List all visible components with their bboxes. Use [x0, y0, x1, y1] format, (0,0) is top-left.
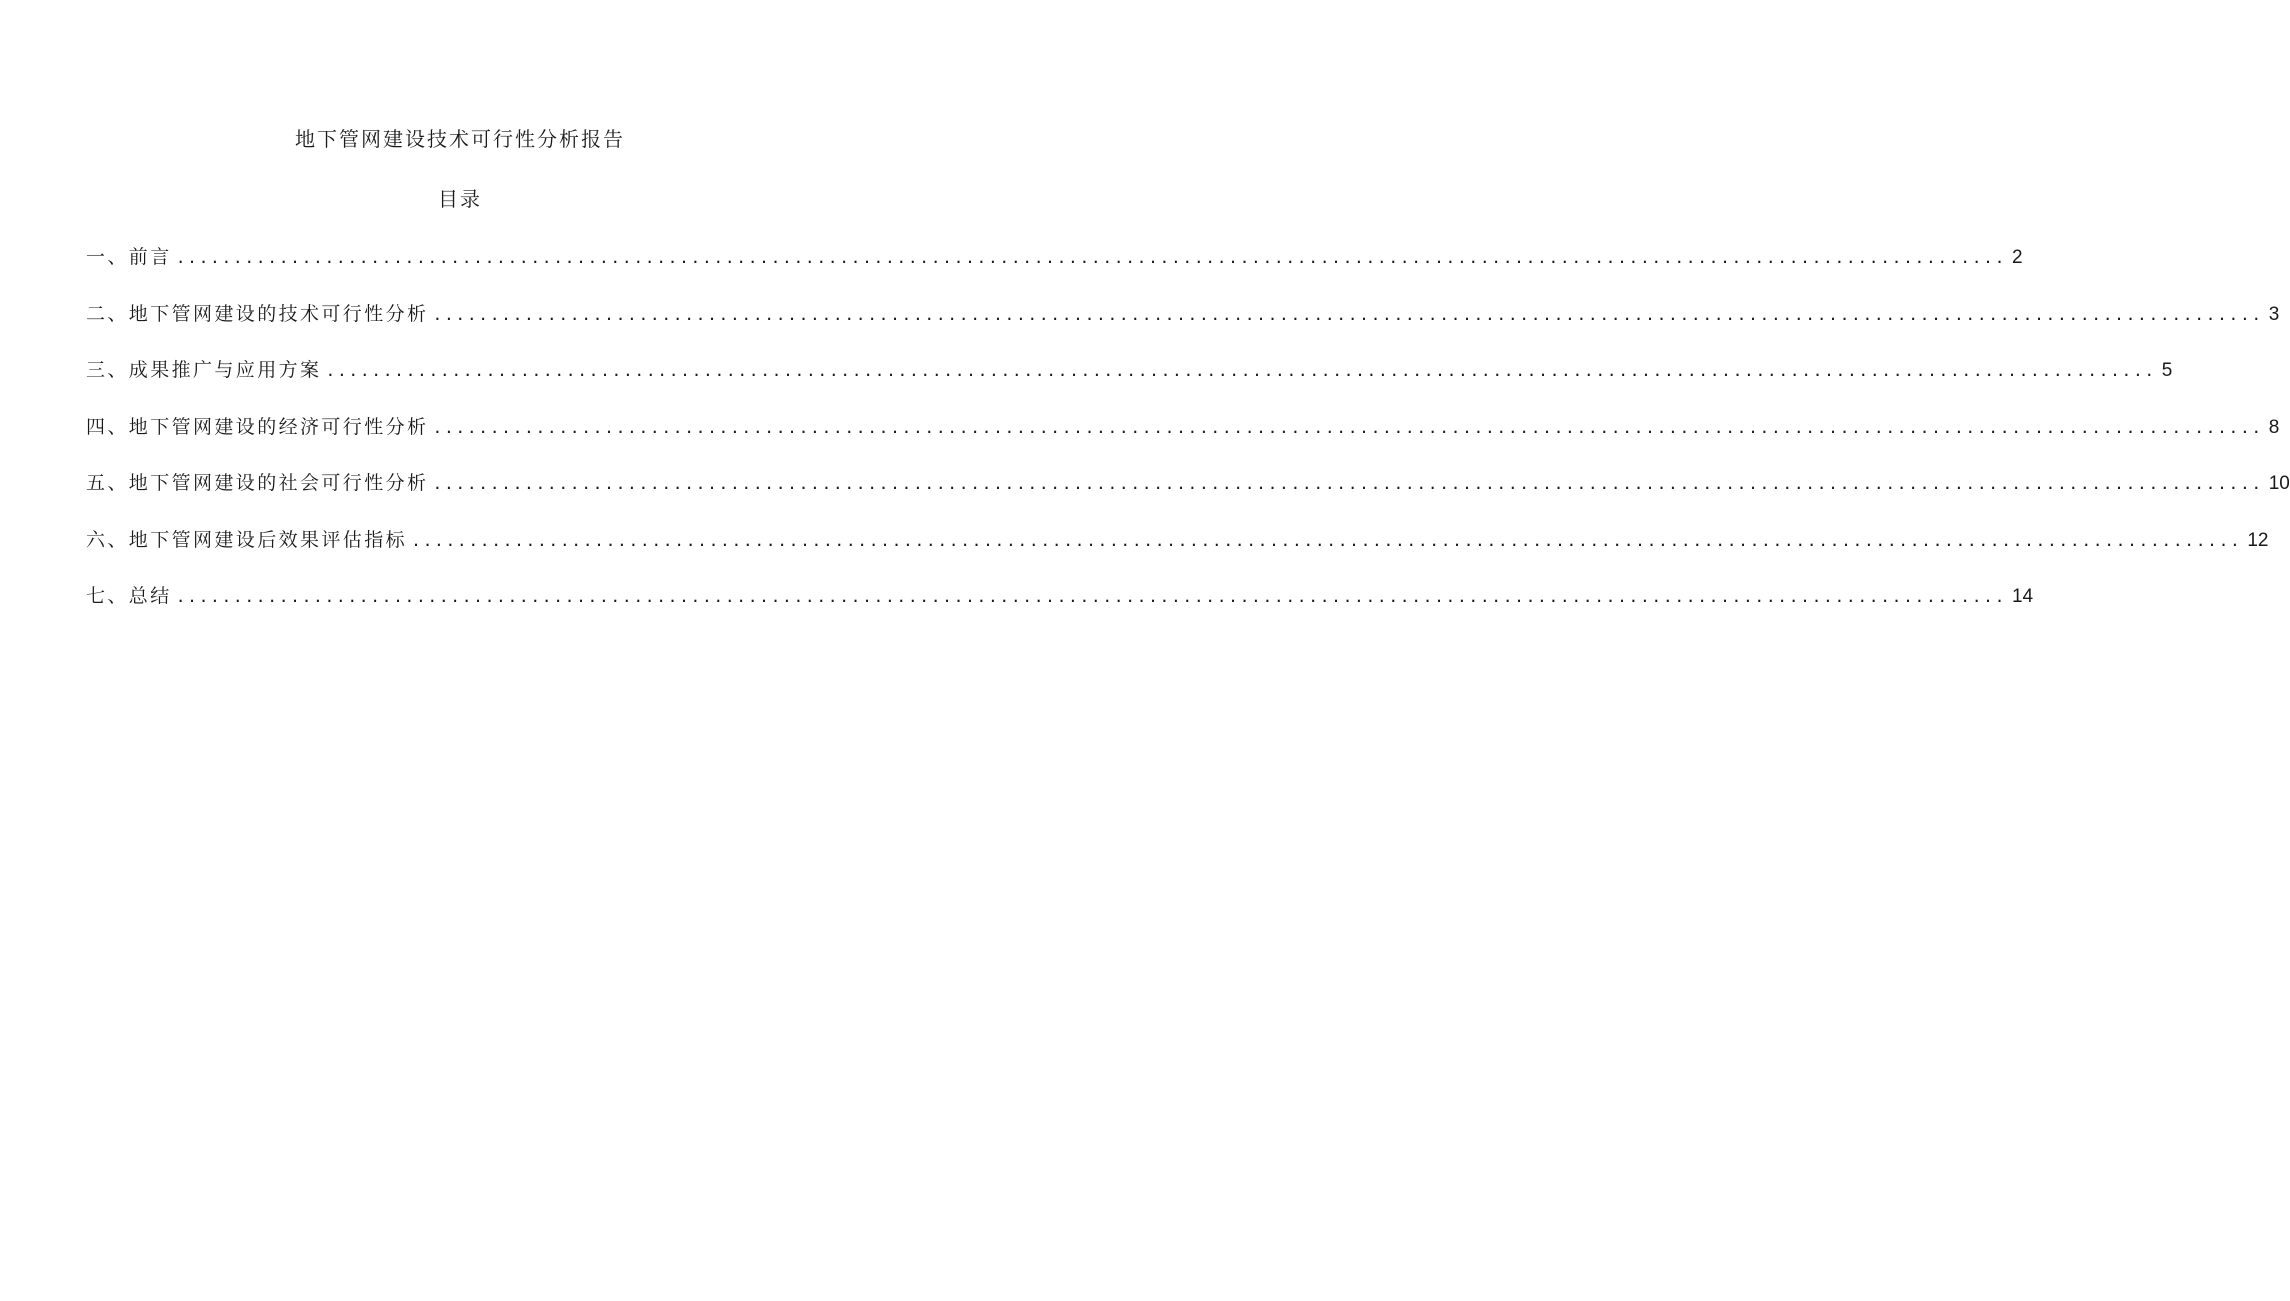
toc-entry-label: 二、地下管网建设的技术可行性分析 [86, 302, 429, 325]
toc-entry-page: 3 [2268, 303, 2280, 325]
toc-dot-leader: ................................................................................................................................................................ [327, 359, 2158, 381]
toc-entry-economic-feasibility[interactable] [86, 412, 2280, 469]
document-title: 地下管网建设技术可行性分析报告 [295, 127, 625, 151]
toc-entry-page: 14 [2011, 586, 2034, 607]
toc-entry-page: 10 [2268, 473, 2290, 494]
toc-dot-leader: ................................................................................................................................................................ [177, 246, 2008, 268]
toc-entry-page: 5 [2161, 360, 2173, 381]
toc-entry-social-feasibility[interactable] [86, 468, 2290, 525]
toc-entry-promotion-plan[interactable] [86, 355, 2173, 412]
toc-entry-page: 12 [2247, 529, 2269, 551]
toc-entry-page: 2 [2011, 247, 2023, 268]
toc-entry-label: 五、地下管网建设的社会可行性分析 [86, 472, 429, 494]
toc-dot-leader: ................................................................................................................................................................ [413, 528, 2244, 551]
toc-entry-label: 六、地下管网建设后效果评估指标 [86, 528, 408, 551]
toc-dot-leader: ................................................................................................................................................................ [177, 585, 2008, 607]
toc-entry-evaluation-indicators[interactable] [86, 525, 2269, 582]
toc-entry-preface[interactable] [86, 242, 2023, 299]
toc-dot-leader: ................................................................................................................................................................ [434, 472, 2265, 494]
toc-heading: 目录 [438, 187, 482, 211]
toc-entry-technical-feasibility[interactable] [86, 299, 2280, 356]
table-of-contents [86, 242, 2290, 638]
toc-entry-label: 七、总结 [86, 585, 172, 607]
toc-dot-leader: ................................................................................................................................................................ [434, 415, 2265, 438]
toc-entry-label: 一、前言 [86, 246, 172, 268]
toc-entry-label: 三、成果推广与应用方案 [86, 359, 322, 381]
toc-dot-leader: ................................................................................................................................................................ [434, 302, 2265, 325]
toc-entry-page: 8 [2268, 416, 2280, 438]
toc-entry-summary[interactable] [86, 581, 2034, 638]
toc-entry-label: 四、地下管网建设的经济可行性分析 [86, 415, 429, 438]
